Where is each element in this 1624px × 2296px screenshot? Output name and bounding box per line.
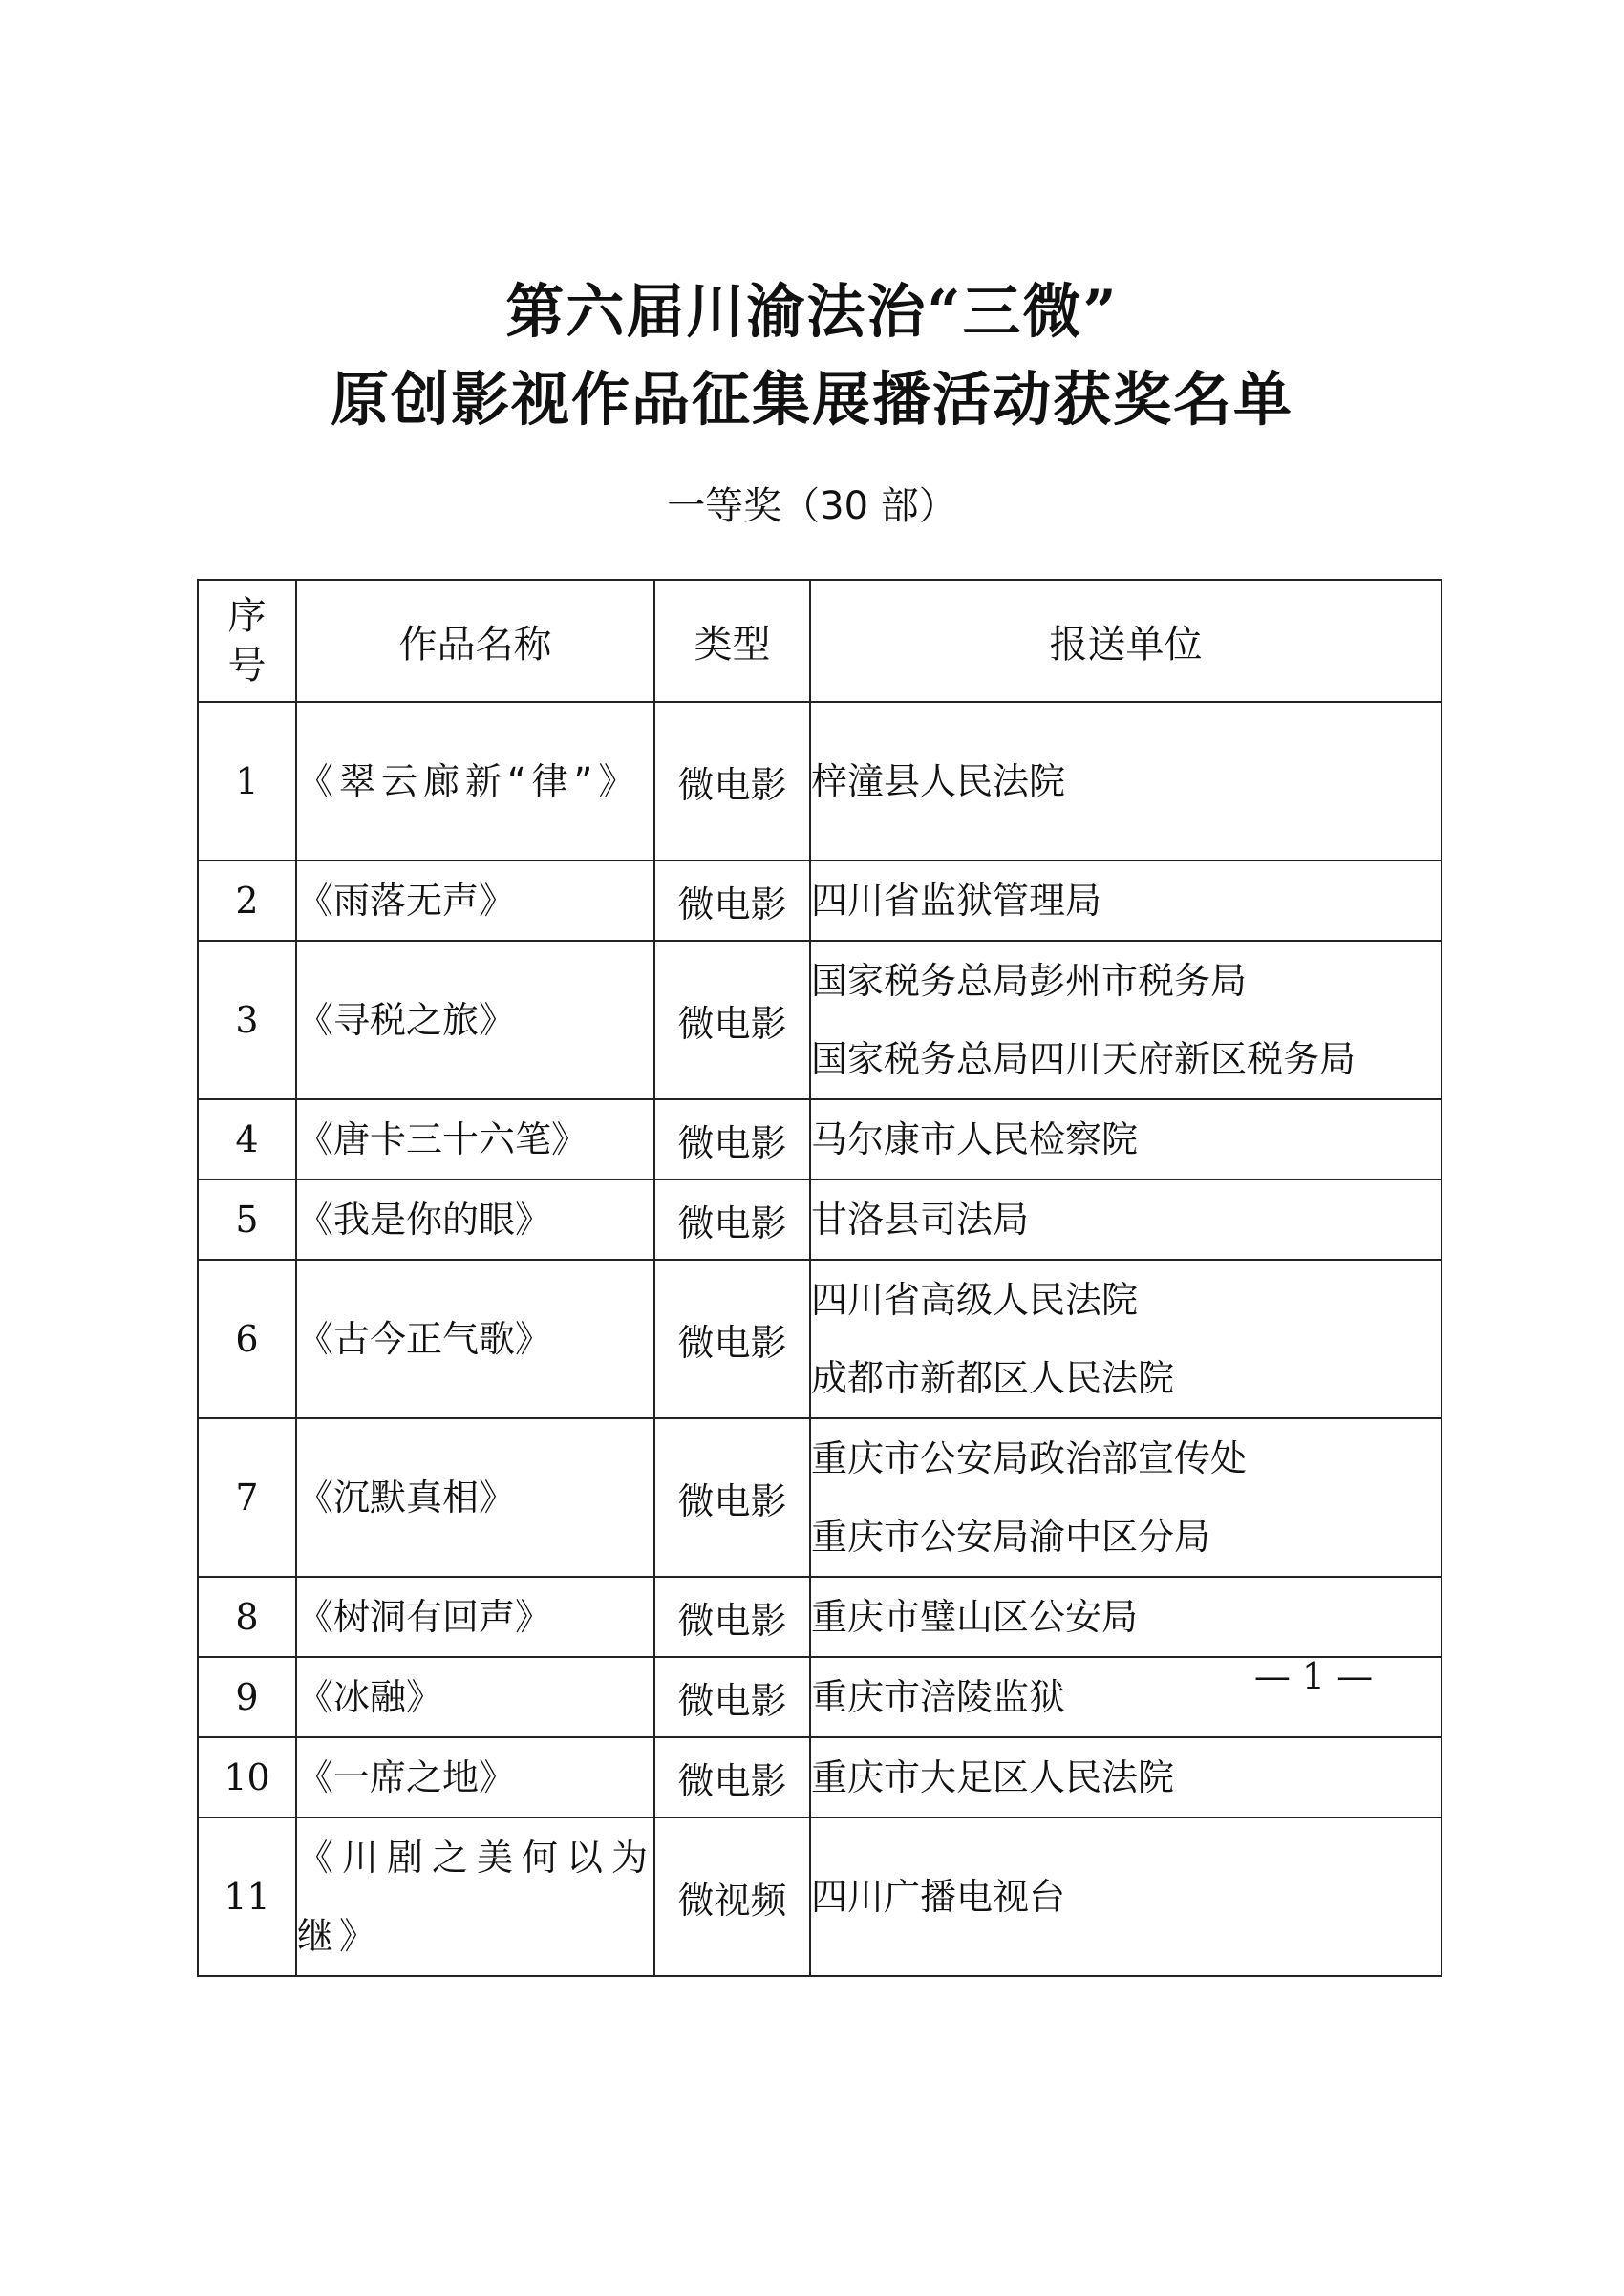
work-type: 微电影 <box>654 1577 810 1657</box>
work-title: 《雨落无声》 <box>296 861 654 941</box>
work-title: 《冰融》 <box>296 1657 654 1737</box>
submitting-unit <box>810 1818 1442 1976</box>
table-row <box>198 861 1442 941</box>
submitting-unit-line: 国家税务总局四川天府新区税务局 <box>811 1038 1357 1080</box>
submitting-unit <box>810 1737 1442 1818</box>
header-submitting-unit: 报送单位 <box>810 580 1442 702</box>
work-title: 《沉默真相》 <box>296 1418 654 1577</box>
row-number: 4 <box>198 1099 296 1180</box>
submitting-unit-line: 重庆市公安局渝中区分局 <box>811 1516 1211 1558</box>
work-title: 《唐卡三十六笔》 <box>296 1099 654 1180</box>
work-title: 《寻税之旅》 <box>296 941 654 1099</box>
document-title-line-2: 原创影视作品征集展播活动获奖名单 <box>330 366 1293 434</box>
header-number <box>198 580 296 702</box>
work-type: 微电影 <box>654 1180 810 1260</box>
header-number-label: 序号 <box>227 594 267 688</box>
submitting-unit <box>810 861 1442 941</box>
work-title: 《一席之地》 <box>296 1737 654 1818</box>
submitting-unit-line: 重庆市大足区人民法院 <box>811 1756 1175 1798</box>
table-row <box>198 1577 1442 1657</box>
row-number: 7 <box>198 1418 296 1577</box>
work-type: 微电影 <box>654 861 810 941</box>
submitting-unit-line: 重庆市涪陵监狱 <box>811 1676 1066 1718</box>
work-title: 《翠云廊新“律”》 <box>296 702 654 861</box>
row-number: 6 <box>198 1260 296 1418</box>
submitting-unit <box>810 702 1442 861</box>
work-type: 微电影 <box>654 1737 810 1818</box>
submitting-unit-line: 甘洛县司法局 <box>811 1199 1030 1241</box>
table-row <box>198 941 1442 1099</box>
document-title-line-1: 第六届川渝法治“三微” <box>505 278 1119 346</box>
table-row <box>198 1099 1442 1180</box>
row-number: 2 <box>198 861 296 941</box>
awards-table <box>197 579 1442 1977</box>
row-number: 8 <box>198 1577 296 1657</box>
submitting-unit-line: 四川省高级人民法院 <box>811 1279 1139 1321</box>
work-title: 《树洞有回声》 <box>296 1577 654 1657</box>
submitting-unit <box>810 1099 1442 1180</box>
work-type: 微电影 <box>654 702 810 861</box>
table-row <box>198 1737 1442 1818</box>
submitting-unit <box>810 941 1442 1099</box>
submitting-unit-line: 国家税务总局彭州市税务局 <box>811 960 1248 1002</box>
work-type: 微电影 <box>654 941 810 1099</box>
submitting-unit-line: 四川广播电视台 <box>811 1876 1066 1918</box>
submitting-unit <box>810 1260 1442 1418</box>
award-level-heading: 一等奖（30 部） <box>667 484 957 528</box>
submitting-unit-line: 梓潼县人民法院 <box>811 760 1066 802</box>
submitting-unit <box>810 1180 1442 1260</box>
work-title: 《古今正气歌》 <box>296 1260 654 1418</box>
work-title: 《川剧之美何以为继》 <box>296 1818 654 1976</box>
work-title: 《我是你的眼》 <box>296 1180 654 1260</box>
table-row <box>198 1260 1442 1418</box>
row-number: 11 <box>198 1818 296 1976</box>
work-type: 微视频 <box>654 1818 810 1976</box>
submitting-unit-line: 四川省监狱管理局 <box>811 880 1102 922</box>
header-type: 类型 <box>654 580 810 702</box>
submitting-unit-line: 重庆市璧山区公安局 <box>811 1596 1139 1638</box>
table-row <box>198 1418 1442 1577</box>
submitting-unit-line: 马尔康市人民检察院 <box>811 1118 1139 1160</box>
work-type: 微电影 <box>654 1099 810 1180</box>
submitting-unit <box>810 1577 1442 1657</box>
row-number: 9 <box>198 1657 296 1737</box>
table-row <box>198 1818 1442 1976</box>
submitting-unit <box>810 1418 1442 1577</box>
header-work-title: 作品名称 <box>296 580 654 702</box>
table-header-row <box>198 580 1442 702</box>
page-number: — 1 — <box>1253 1655 1374 1697</box>
submitting-unit-line: 成都市新都区人民法院 <box>811 1357 1175 1399</box>
row-number: 5 <box>198 1180 296 1260</box>
work-type: 微电影 <box>654 1260 810 1418</box>
work-type: 微电影 <box>654 1418 810 1577</box>
work-type: 微电影 <box>654 1657 810 1737</box>
table-row <box>198 702 1442 861</box>
row-number: 10 <box>198 1737 296 1818</box>
row-number: 3 <box>198 941 296 1099</box>
row-number: 1 <box>198 702 296 861</box>
table-row <box>198 1180 1442 1260</box>
submitting-unit-line: 重庆市公安局政治部宣传处 <box>811 1437 1248 1479</box>
